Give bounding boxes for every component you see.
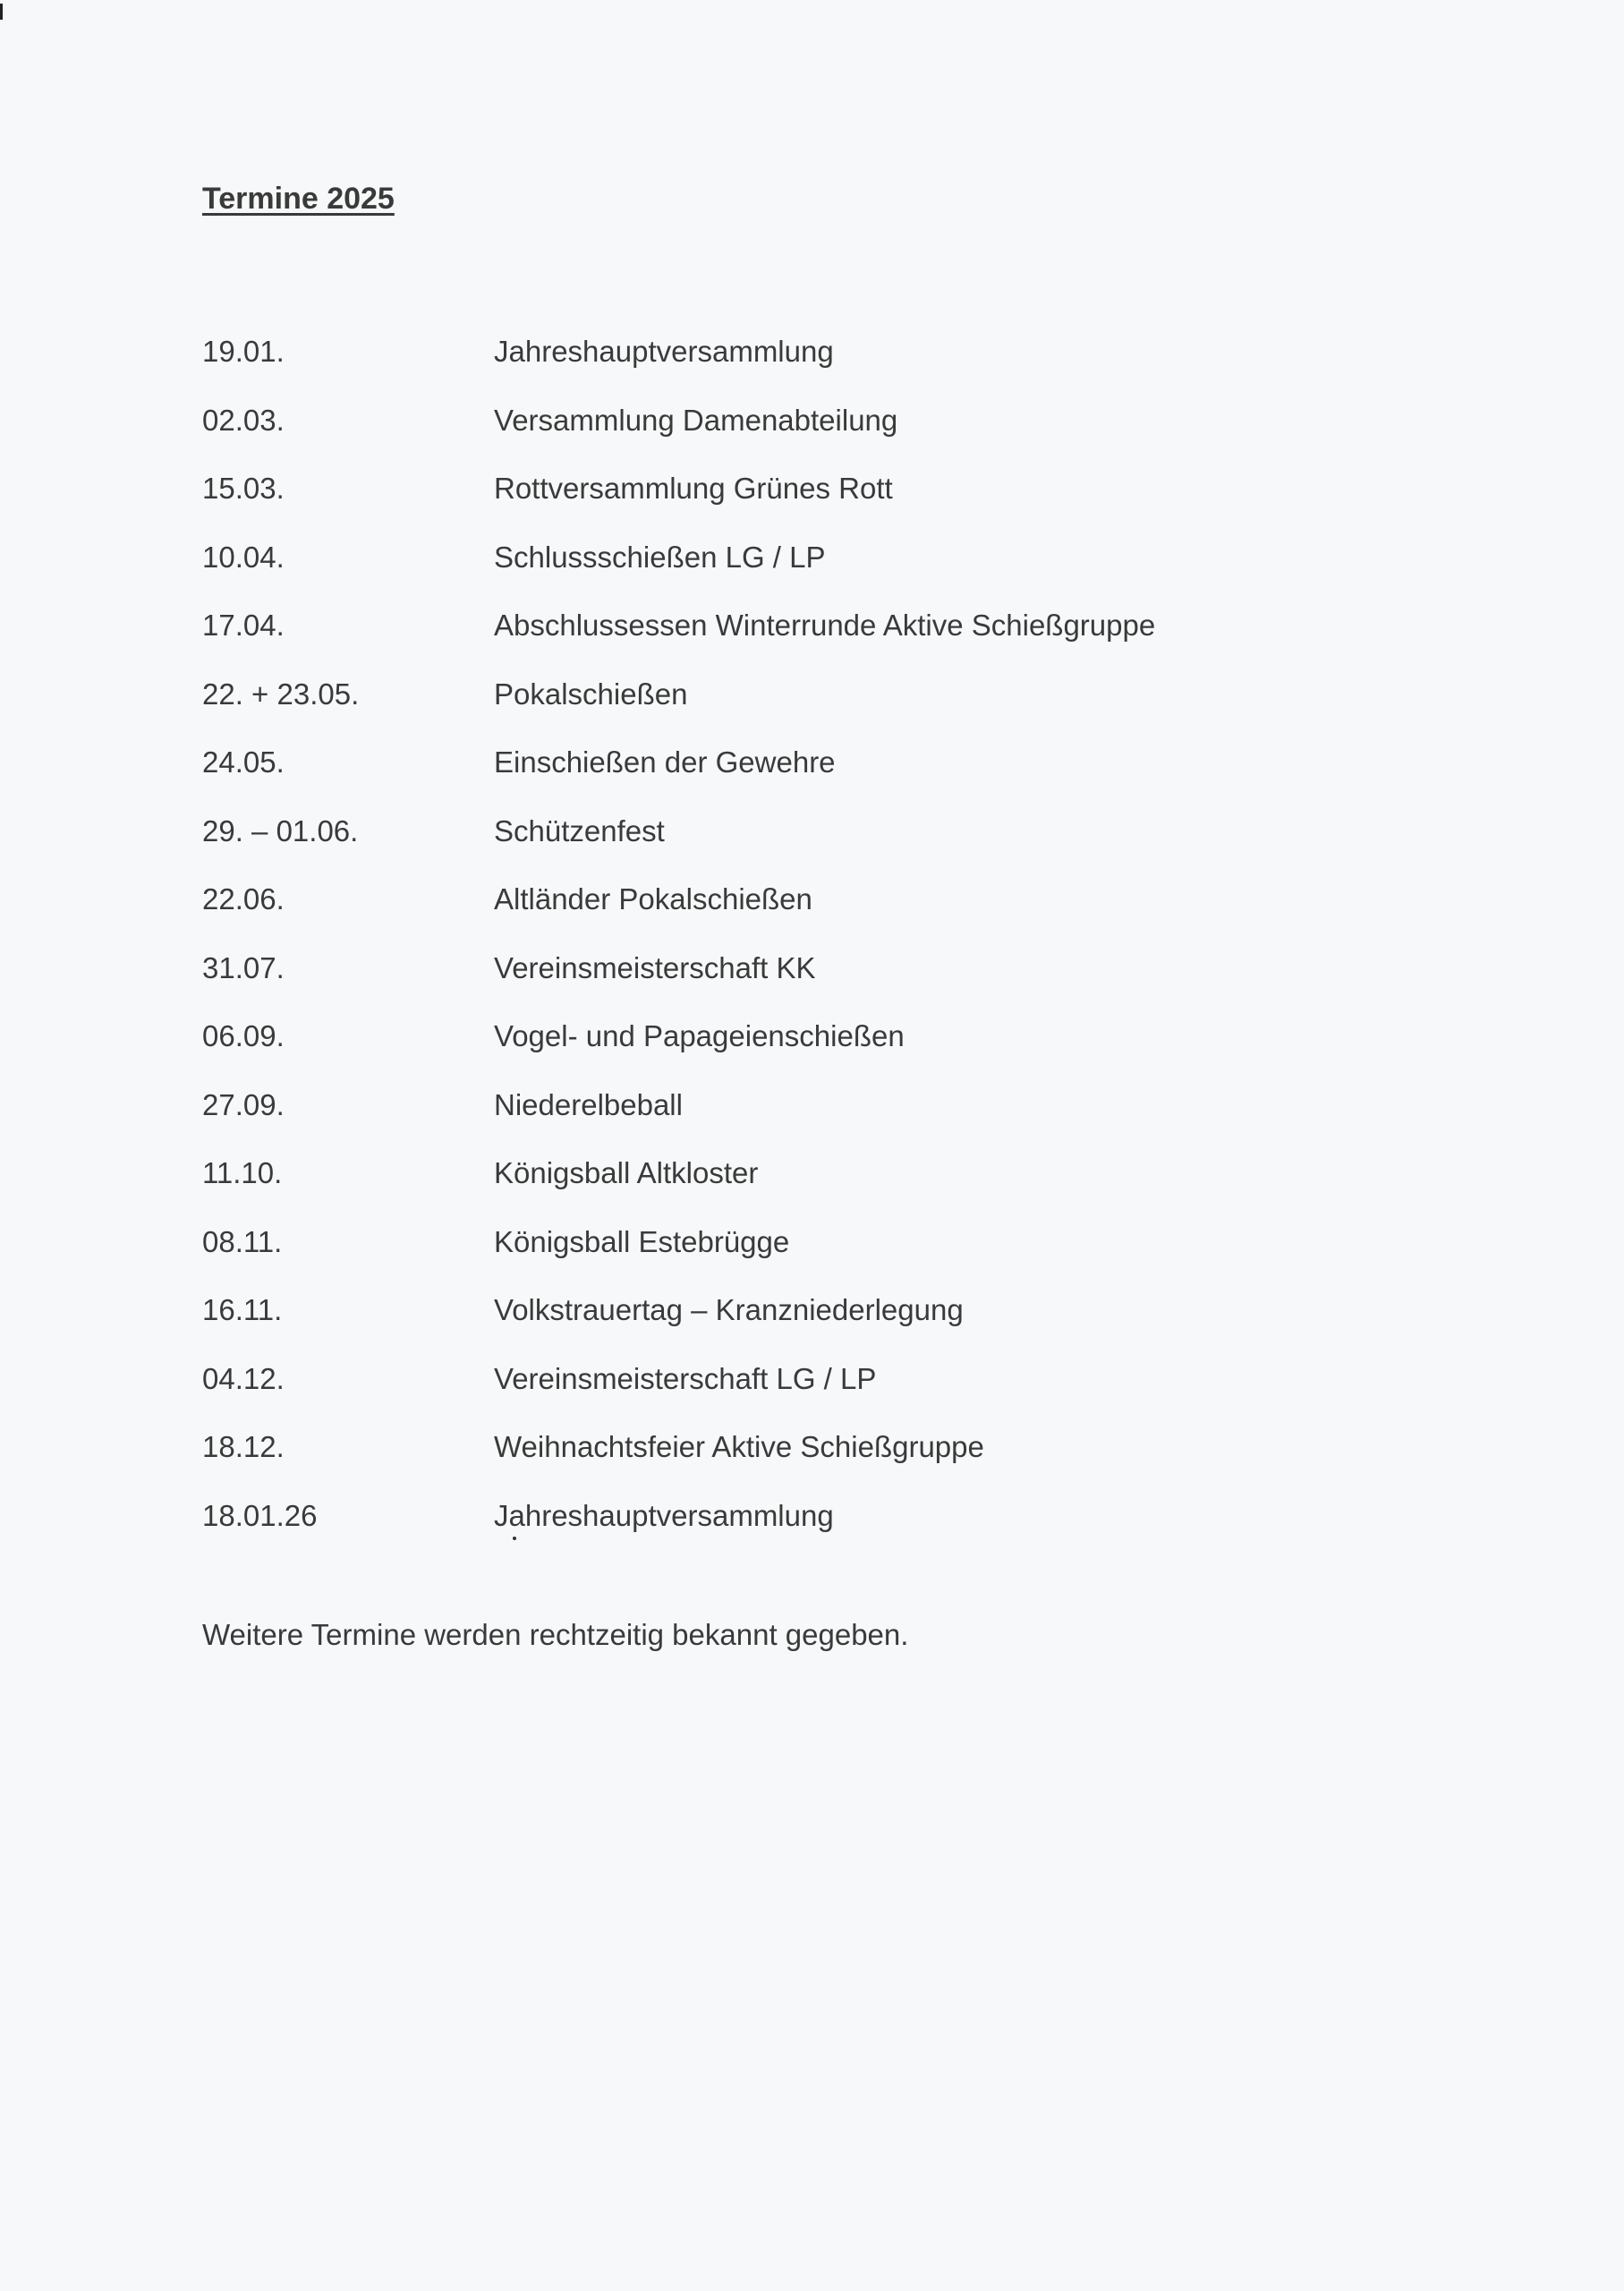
- event-name: Altländer Pokalschießen: [494, 882, 812, 916]
- scan-speck: [513, 1537, 516, 1540]
- event-row: [202, 318, 1455, 387]
- event-row: [202, 865, 1455, 934]
- page-title: Termine 2025: [202, 182, 395, 216]
- event-name: Jahreshauptversammlung: [494, 335, 834, 369]
- event-row: [202, 728, 1455, 797]
- event-list: [202, 318, 1455, 1550]
- event-date: 24.05.: [202, 745, 285, 779]
- event-row: [202, 1139, 1455, 1208]
- event-row: [202, 524, 1455, 592]
- event-row: [202, 1071, 1455, 1140]
- event-name: Jahreshauptversammlung: [494, 1498, 834, 1532]
- event-row: [202, 1208, 1455, 1277]
- event-date: 16.11.: [202, 1293, 283, 1327]
- event-date: 06.09.: [202, 1019, 285, 1053]
- event-row: [202, 797, 1455, 866]
- event-date: 15.03.: [202, 472, 285, 506]
- event-name: Weihnachtsfeier Aktive Schießgruppe: [494, 1430, 984, 1464]
- event-row: [202, 934, 1455, 1003]
- event-row: [202, 1413, 1455, 1482]
- event-date: 11.10.: [202, 1156, 283, 1190]
- event-name: Vereinsmeisterschaft LG / LP: [494, 1361, 877, 1395]
- event-name: Vogel- und Papageienschießen: [494, 1019, 905, 1053]
- event-row: [202, 1002, 1455, 1071]
- event-date: 29. – 01.06.: [202, 813, 359, 847]
- event-name: Einschießen der Gewehre: [494, 745, 836, 779]
- event-date: 18.12.: [202, 1430, 285, 1464]
- event-row: [202, 1345, 1455, 1414]
- footer-note: Weitere Termine werden rechtzeitig bekannt gegeben.: [202, 1618, 909, 1651]
- event-date: 22.06.: [202, 882, 285, 916]
- event-row: [202, 1482, 1455, 1551]
- event-name: Versammlung Damenabteilung: [494, 403, 898, 437]
- event-name: Volkstrauertag – Kranzniederlegung: [494, 1293, 964, 1327]
- event-date: 27.09.: [202, 1087, 285, 1121]
- event-row: [202, 455, 1455, 524]
- event-row: [202, 387, 1455, 456]
- event-row: [202, 660, 1455, 729]
- event-date: 17.04.: [202, 609, 285, 643]
- scan-corner-mark: [0, 4, 3, 20]
- event-date: 04.12.: [202, 1361, 285, 1395]
- event-name: Königsball Estebrügge: [494, 1224, 790, 1258]
- event-name: Niederelbeball: [494, 1087, 683, 1121]
- event-date: 19.01.: [202, 335, 285, 369]
- event-name: Schützenfest: [494, 813, 665, 847]
- event-date: 18.01.26: [202, 1498, 318, 1532]
- event-name: Vereinsmeisterschaft KK: [494, 950, 816, 984]
- event-date: 10.04.: [202, 540, 285, 574]
- event-date: 22. + 23.05.: [202, 677, 360, 711]
- event-row: [202, 1276, 1455, 1345]
- event-date: 08.11.: [202, 1224, 283, 1258]
- event-name: Königsball Altkloster: [494, 1156, 759, 1190]
- event-name: Schlussschießen LG / LP: [494, 540, 826, 574]
- event-date: 02.03.: [202, 403, 285, 437]
- event-name: Pokalschießen: [494, 677, 688, 711]
- event-row: [202, 592, 1455, 660]
- event-date: 31.07.: [202, 950, 285, 984]
- event-name: Rottversammlung Grünes Rott: [494, 472, 893, 506]
- event-name: Abschlussessen Winterrunde Aktive Schießgruppe: [494, 609, 1156, 643]
